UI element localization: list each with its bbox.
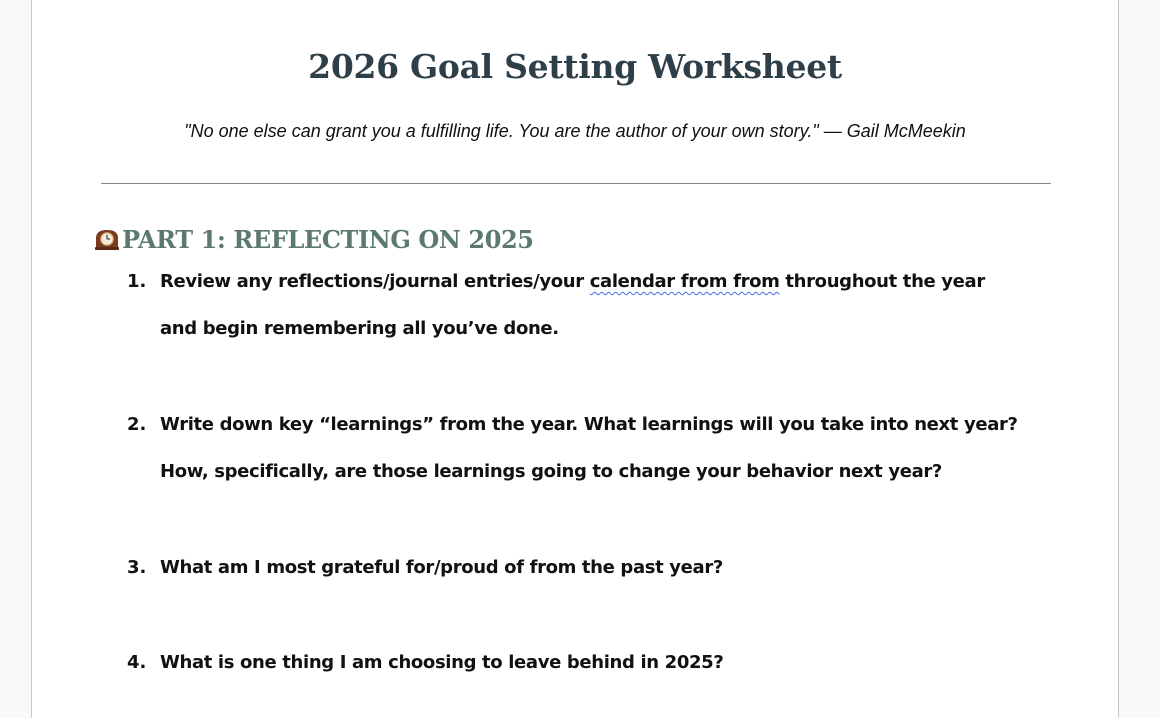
spellcheck-flagged-text[interactable]: calendar from from: [589, 271, 780, 292]
reflection-question-list: [32, 0, 1120, 718]
list-item-text[interactable]: Write down key “learnings” from the year. What learnings will you take into next year?: [160, 414, 1018, 435]
list-item-text-part: throughout the year: [779, 271, 985, 292]
list-item-number: 3.: [127, 557, 147, 578]
document-title: 2026 Goal Setting Worksheet: [308, 47, 842, 86]
list-item-number: 2.: [127, 414, 147, 435]
list-item-text-continuation[interactable]: How, specifically, are those learnings going to change your behavior next year?: [160, 461, 943, 482]
list-item-number: 1.: [127, 271, 147, 292]
list-item-text-continuation[interactable]: and begin remembering all you’ve done.: [160, 318, 559, 339]
list-item-number: 4.: [127, 652, 147, 673]
section-heading-text: PART 1: REFLECTING ON 2025: [122, 225, 534, 254]
list-item-text[interactable]: What am I most grateful for/proud of from the past year?: [160, 557, 723, 578]
document-page[interactable]: [31, 0, 1119, 718]
list-item-text[interactable]: What is one thing I am choosing to leave behind in 2025?: [160, 652, 724, 673]
document-quote: "No one else can grant you a fulfilling life. You are the author of your own story." — Gail McMeekin: [184, 121, 966, 141]
list-item-text[interactable]: [160, 271, 985, 292]
list-item-text-part: Review any reflections/journal entries/your: [160, 271, 590, 292]
